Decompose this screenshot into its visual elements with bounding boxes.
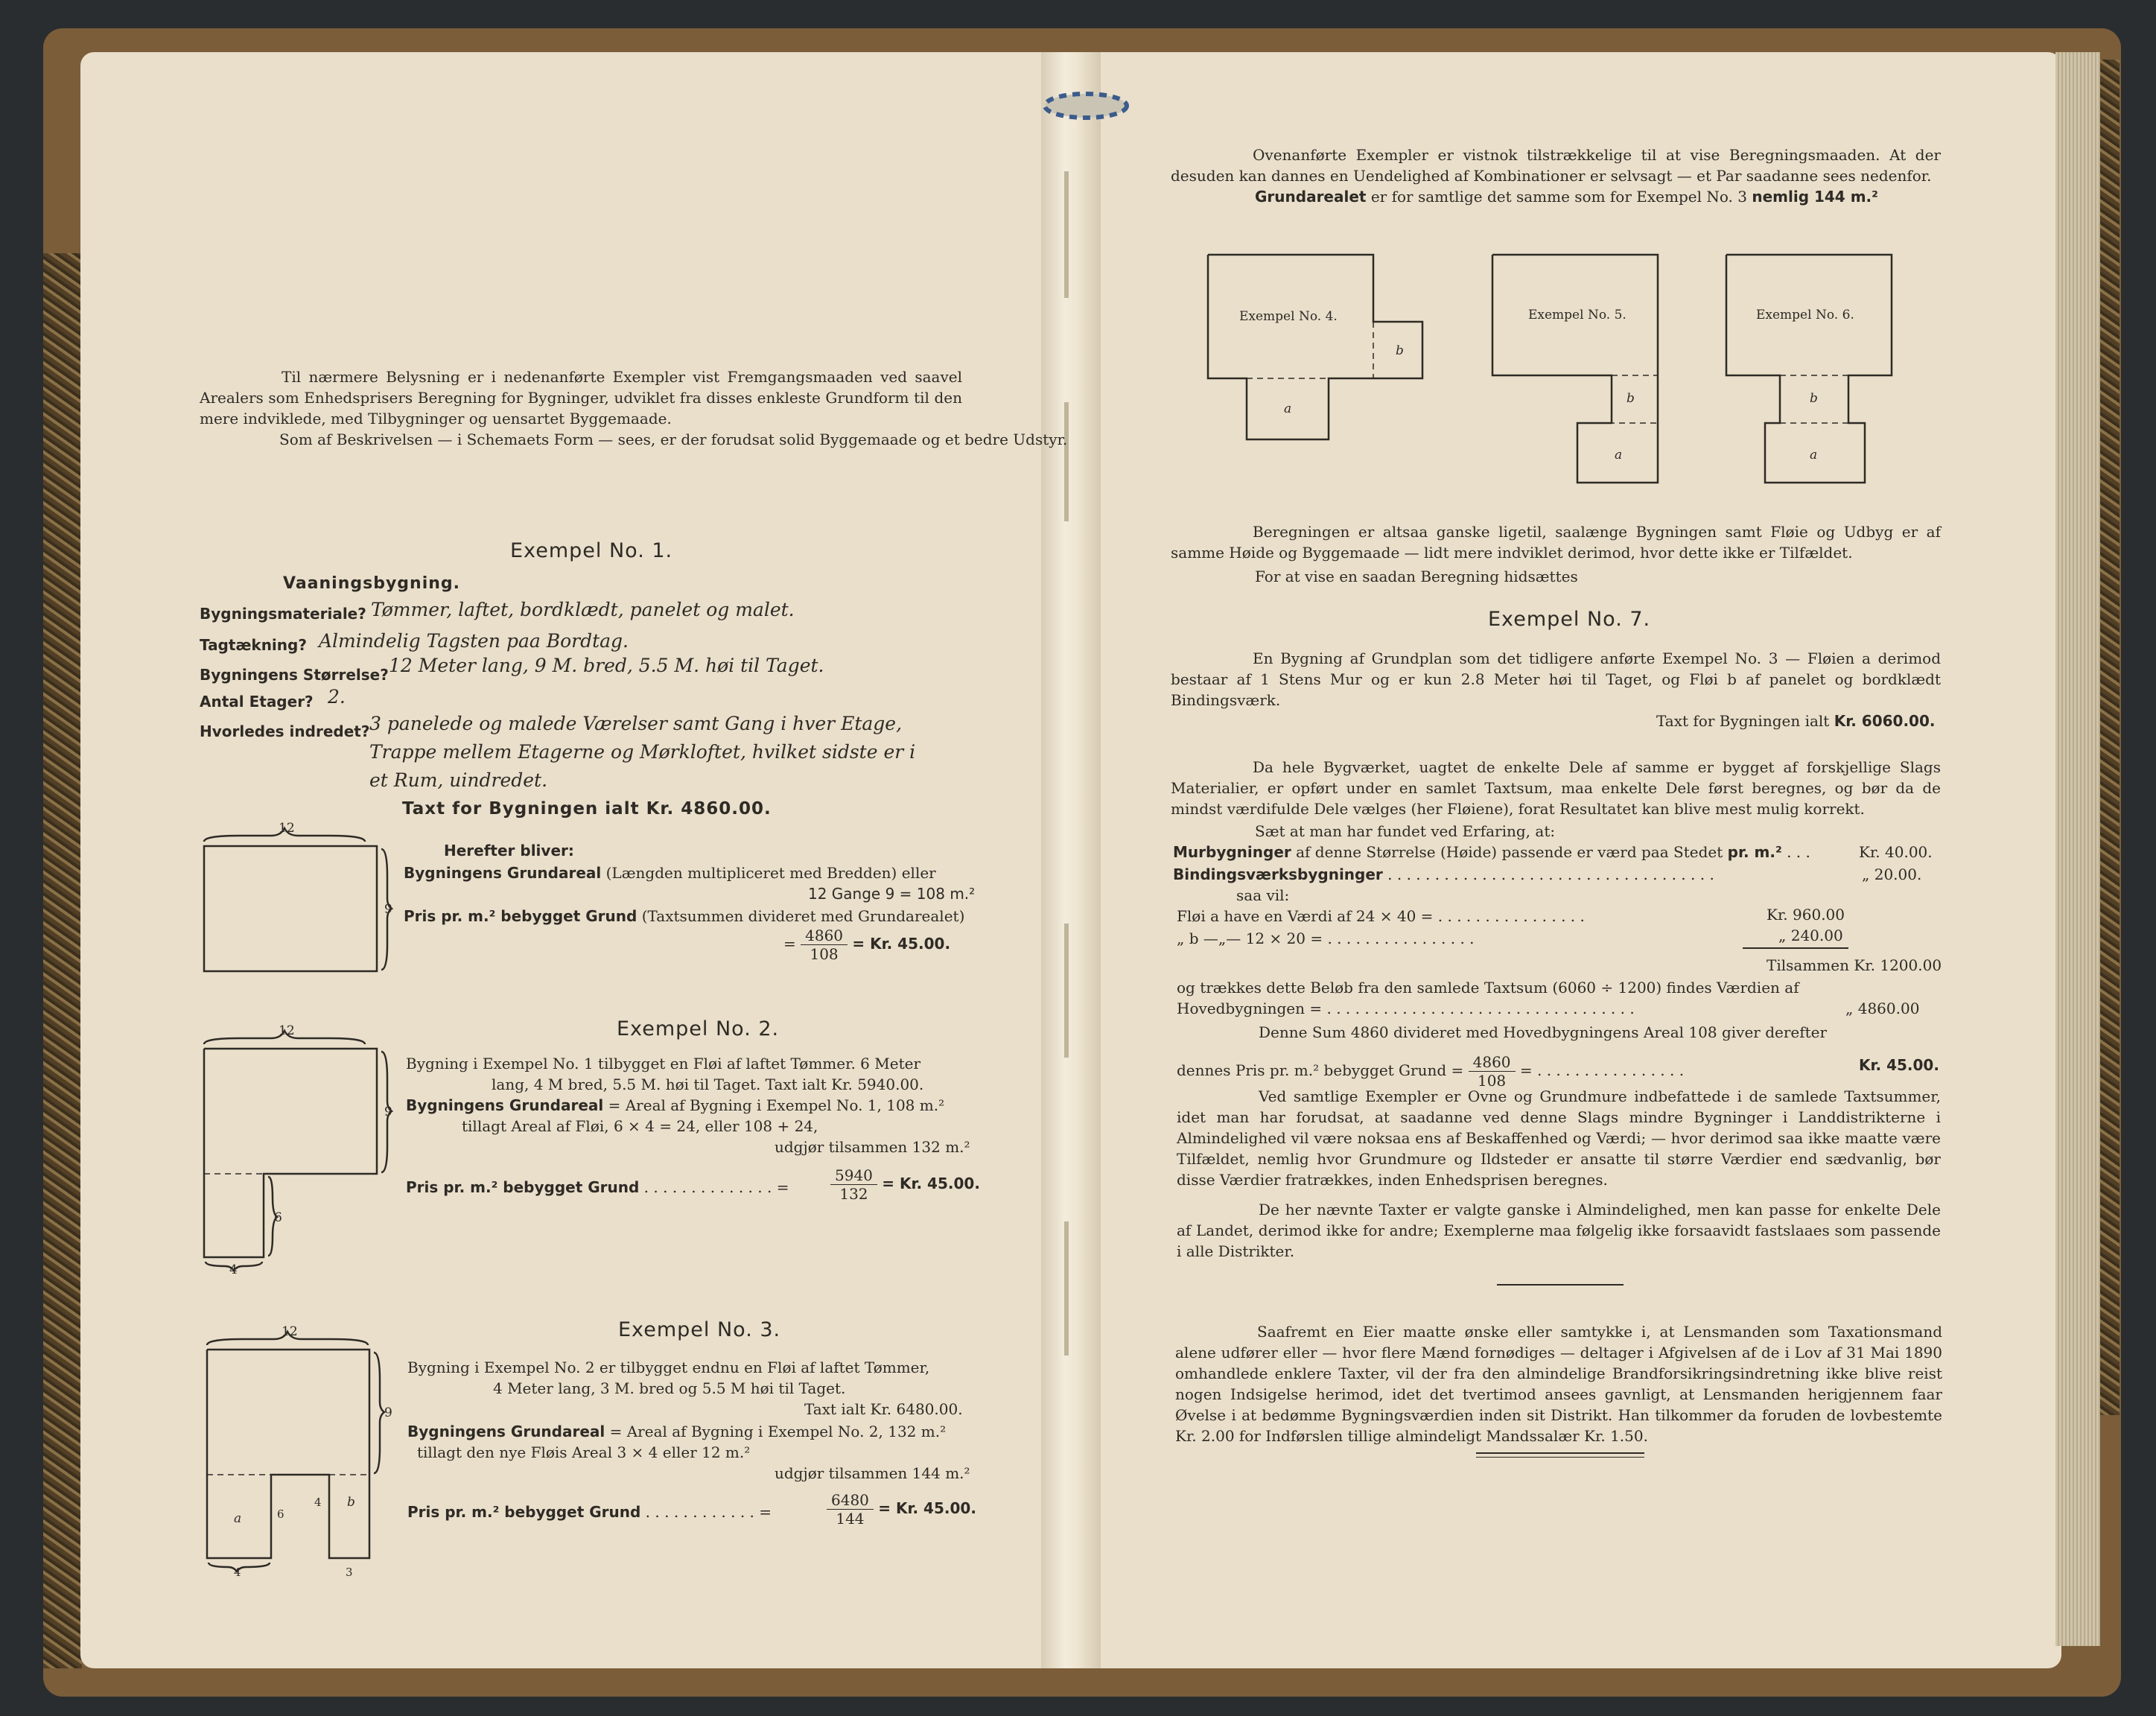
ex7-taxt: Kr. 6060.00. [1834, 712, 1936, 730]
ex2-dim-width: 12 [279, 1023, 295, 1038]
ex1-denominator: 108 [810, 945, 839, 963]
ex7-dennes-val: Kr. 45.00. [1859, 1056, 1939, 1074]
ex7-floi-a: Fløi a have en Værdi af 24 × 40 = [1177, 907, 1434, 925]
ex1-pris-text: (Taxtsummen divideret med Grundarealet) [641, 907, 965, 925]
diagram-4-label: Exempel No. 4. [1239, 309, 1338, 324]
ex1-value-tag: Almindelig Tagsten paa Bordtag. [319, 630, 629, 652]
diagram-6-a: a [1810, 448, 1818, 463]
ex3-grund-text: = Areal af Bygning i Exempel No. 2, 132 m.² [609, 1423, 947, 1440]
diagram-6-label: Exempel No. 6. [1756, 308, 1854, 322]
ex3-line1: Bygning i Exempel No. 2 er tilbygget endnu en Fløi af laftet Tømmer, [407, 1358, 930, 1376]
ex1-dim-height: 9 [384, 902, 392, 917]
intro-paragraph-2: Som af Beskrivelsen — i Schemaets Form — sees, er der forudsat solid Byggemaade og et bedre Udstyr. [279, 430, 1068, 448]
ex2-grund-text: = Areal af Bygning i Exempel No. 1, 108 m.² [608, 1096, 945, 1114]
ex1-label-storrelse: Bygningens Størrelse? [200, 666, 389, 684]
ex1-taxt: Taxt for Bygningen ialt Kr. 4860.00. [402, 799, 772, 819]
ex1-value-etager: 2. [328, 686, 346, 708]
ex1-value-materiale: Tømmer, laftet, bordklædt, panelet og malet. [371, 599, 795, 620]
ex1-pris-label: Pris pr. m.² bebygget Grund [404, 907, 637, 925]
diagram-example-5 [1489, 252, 1668, 490]
ex3-label-b: b [347, 1495, 355, 1510]
ex3-floor-plan [198, 1320, 392, 1579]
diagram-5-b: b [1626, 391, 1635, 406]
diagram-5-label: Exempel No. 5. [1528, 308, 1626, 322]
ex3-numerator: 6480 [827, 1491, 874, 1510]
ex7-floi-b: „ b —„— 12 × 20 = [1177, 930, 1323, 947]
ex1-result: = Kr. 45.00. [852, 935, 951, 953]
ex7-de-her: De her nævnte Taxter er valgte ganske i Almindelighed, men kan passe for enkelte Dele af Landet, derimod ikke for andre; Exemplerne maa følgelig ikke forsaavidt fastslaaes som passende i alle Distrikter. [1177, 1201, 1941, 1260]
sum-rule [1743, 947, 1848, 949]
ex7-bind-label: Bindingsværksbygninger [1173, 865, 1383, 883]
ex3-dim-width: 12 [282, 1324, 298, 1339]
ex7-denominator: 108 [1477, 1072, 1507, 1090]
intro-paragraph-1: Til nærmere Belysning er i nedenanførte Exempler vist Fremgangsmaaden ved saavel Arealers som Enhedsprisers Beregning for Bygninger, udviklet fra disses enkleste Grundform til den mere indviklede, med Tilbygninger og uensartet Byggemaade. [200, 368, 962, 428]
ex3-grund-label: Bygningens Grundareal [407, 1423, 605, 1440]
ex1-floor-plan [195, 816, 392, 988]
ex1-label-indredet: Hvorledes indredet? [200, 722, 370, 740]
ex2-dim-wing-height: 6 [274, 1210, 282, 1225]
ex7-tilsammen: Tilsammen Kr. 1200.00 [1767, 956, 1942, 974]
ex3-title: Exempel No. 3. [618, 1318, 781, 1341]
ex2-pris-label: Pris pr. m.² bebygget Grund [406, 1178, 640, 1196]
ex7-ved: Ved samtlige Exempler er Ovne og Grundmure indbefattede i de samlede Taxtsummer, idet man har forudsat, at saadanne ved denne Slags mindre Bygninger i Landdistrikterne i Almindelighed vil være noksaa ens af Beskaffenhed og Værdi; — hvor derimod saa ikke maatte være Tilfældet, nemlig hvor Grundmure og Ildsteder er ansatte til større Værdier end sædvanlig, bør disse Værdier fratrækkes, inden Enhedsprisen beregnes. [1177, 1087, 1941, 1189]
ex3-line2: 4 Meter lang, 3 M. bred og 5.5 M høi til Taget. [493, 1379, 846, 1397]
ex1-dim-width: 12 [279, 821, 295, 836]
end-rule-bottom [1476, 1457, 1644, 1458]
final-paragraph: Saafremt en Eier maatte ønske eller samtykke i, at Lensmanden som Taxationsmand alene udfører eller — hvor flere Mænd fornødiges — deltager i Afgivelsen af de i Lov af 31 Mai 1890 omhandlede enklere Taxter, vil der fra den almindelige Brandforsikringsindretning ikke blive reist nogen Indsigelse herimod, idet det tvertimod ansees gavnligt, at Lensmanden herigjennem faar Øvelse i at bedømme Bygningsværdien inden sit Distrikt. Han tilkommer da foruden de lovbestemte Kr. 2.00 for Indførslen tillige almindeligt Mandssalær Kr. 1.50. [1175, 1323, 1942, 1445]
ex1-value-indredet: 3 panelede og malede Værelser samt Gang i hver Etage, [369, 713, 903, 734]
ex7-mur-unit: pr. m.² [1727, 843, 1782, 861]
ex1-grund-label: Bygningens Grundareal [404, 864, 602, 882]
ex1-subtitle: Vaaningsbygning. [283, 574, 461, 593]
ex7-mur-label: Murbygninger [1173, 843, 1291, 861]
ex2-line3: tillagt Areal af Fløi, 6 × 4 = 24, eller 108 + 24, [462, 1117, 818, 1135]
ex3-dim-height: 9 [384, 1405, 392, 1420]
ex7-taxt-label: Taxt for Bygningen ialt [1656, 712, 1830, 730]
diagram-4-a: a [1284, 401, 1292, 416]
ex2-dim-height: 9 [384, 1105, 392, 1119]
ex7-mur-val: Kr. 40.00. [1859, 843, 1933, 861]
ex3-dim-four-b: 4 [314, 1496, 322, 1509]
ex2-grund-label: Bygningens Grundareal [406, 1096, 604, 1114]
end-rule-top [1476, 1452, 1644, 1454]
ex7-trakkes: og trækkes dette Beløb fra den samlede Taxtsum (6060 ÷ 1200) findes Værdien af [1177, 979, 1799, 997]
ex2-floor-plan [195, 1019, 392, 1277]
ex1-numerator: 4860 [801, 927, 848, 945]
right-para-2b: For at vise en saadan Beregning hidsættes [1255, 568, 1578, 585]
ex2-line4: udgjør tilsammen 132 m.² [775, 1138, 970, 1156]
ex7-mur-text: af denne Størrelse (Høide) passende er værd paa Stedet [1296, 843, 1723, 861]
ex2-line1: Bygning i Exempel No. 1 tilbygget en Fløi af laftet Tømmer. 6 Meter [406, 1055, 921, 1072]
right-intro-2-end: nemlig 144 m.² [1752, 188, 1878, 206]
ex1-title: Exempel No. 1. [510, 539, 673, 562]
diagram-6-b: b [1810, 391, 1818, 406]
ex3-dim-four: 4 [234, 1566, 241, 1579]
ex7-hoved-val: „ 4860.00 [1845, 1000, 1920, 1017]
right-intro-2: er for samtlige det samme som for Exempel No. 3 [1370, 188, 1747, 206]
diagram-example-4 [1205, 252, 1428, 445]
ex2-result: = Kr. 45.00. [882, 1175, 980, 1192]
ex7-floi-a-val: Kr. 960.00 [1767, 906, 1845, 924]
ex7-para: Da hele Bygværket, uagtet de enkelte Dele af samme er bygget af forskjellige Slags Materialier, er opført under en samlet Taxtsum, maa enkelte Dele først beregnes, og bør da de mindst værdifulde Dele vælges (her Fløiene), forat Resultatet kan blive mest mulig korrekt. [1171, 758, 1941, 818]
ex1-grund-text: (Længden multipliceret med Bredden) eller [605, 864, 936, 882]
right-intro-2-bold: Grundarealet [1255, 188, 1367, 206]
ex1-value-storrelse: 12 Meter lang, 9 M. bred, 5.5 M. høi til Taget. [389, 655, 824, 676]
ex7-saa-vil: saa vil: [1236, 886, 1290, 904]
right-para-2: Beregningen er altsaa ganske ligetil, saalænge Bygningen samt Fløie og Udbyg er af samme Høide og Byggemaade — lidt mere indviklet derimod, hvor dette ikke er Tilfældet. [1171, 523, 1941, 562]
ex1-herefter: Herefter bliver: [444, 842, 574, 859]
ex3-line4: tillagt den nye Fløis Areal 3 × 4 eller 12 m.² [417, 1443, 751, 1461]
ex7-saet: Sæt at man har fundet ved Erfaring, at: [1255, 822, 1556, 840]
ex1-value-cont2: et Rum, uindredet. [369, 769, 548, 791]
ex7-numerator: 4860 [1469, 1053, 1516, 1072]
ex7-dennes: dennes Pris pr. m.² bebygget Grund = [1177, 1061, 1464, 1079]
ex3-pris-label: Pris pr. m.² bebygget Grund [407, 1503, 641, 1521]
ex3-result: = Kr. 45.00. [878, 1499, 976, 1517]
ex2-dim-wing-width: 4 [229, 1262, 238, 1277]
ex7-bind-val: „ 20.00. [1862, 865, 1922, 883]
ex3-line5: udgjør tilsammen 144 m.² [775, 1464, 970, 1482]
ex2-denominator: 132 [839, 1185, 868, 1203]
ex1-label-tag: Tagtækning? [200, 636, 307, 654]
ex1-label-materiale: Bygningsmateriale? [200, 605, 366, 623]
ex2-numerator: 5940 [830, 1166, 877, 1185]
ex7-text: En Bygning af Grundplan som det tidligere anførte Exempel No. 3 — Fløien a derimod bestaar af 1 Stens Mur og er kun 2.8 Meter høi til Taget, og Fløi b af panelet og bordklædt Bindingsværk. [1171, 649, 1941, 709]
ex3-dim-six: 6 [277, 1507, 284, 1521]
ex7-floi-b-val: „ 240.00 [1778, 927, 1843, 944]
ex1-value-cont1: Trappe mellem Etagerne og Mørkloftet, hvilket sidste er i [369, 741, 916, 763]
ex1-label-etager: Antal Etager? [200, 693, 314, 711]
diagram-4-b: b [1396, 343, 1404, 358]
section-divider [1497, 1284, 1624, 1286]
ex2-title: Exempel No. 2. [617, 1017, 780, 1040]
diagram-example-6 [1723, 252, 1902, 490]
ex3-line3: Taxt ialt Kr. 6480.00. [804, 1400, 963, 1418]
ex2-line2: lang, 4 M bred, 5.5 M. høi til Taget. Taxt ialt Kr. 5940.00. [492, 1075, 924, 1093]
ex7-title: Exempel No. 7. [1488, 608, 1651, 631]
right-intro-1: Ovenanførte Exempler er vistnok tilstrækkelige til at vise Beregningsmaaden. At der desuden kan dannes en Uendelighed af Kombinationer er selvsagt — et Par saadanne sees nedenfor. [1171, 146, 1941, 185]
ex3-denominator: 144 [836, 1510, 865, 1528]
ex7-denne: Denne Sum 4860 divideret med Hovedbygningens Areal 108 giver derefter [1259, 1023, 1828, 1041]
ex3-label-a: a [234, 1511, 242, 1526]
ex3-dim-three: 3 [346, 1566, 353, 1579]
diagram-5-a: a [1615, 448, 1623, 463]
ex7-hoved: Hovedbygningen = [1177, 1000, 1323, 1017]
ex1-grund-calc: 12 Gange 9 = 108 m.² [808, 885, 976, 903]
